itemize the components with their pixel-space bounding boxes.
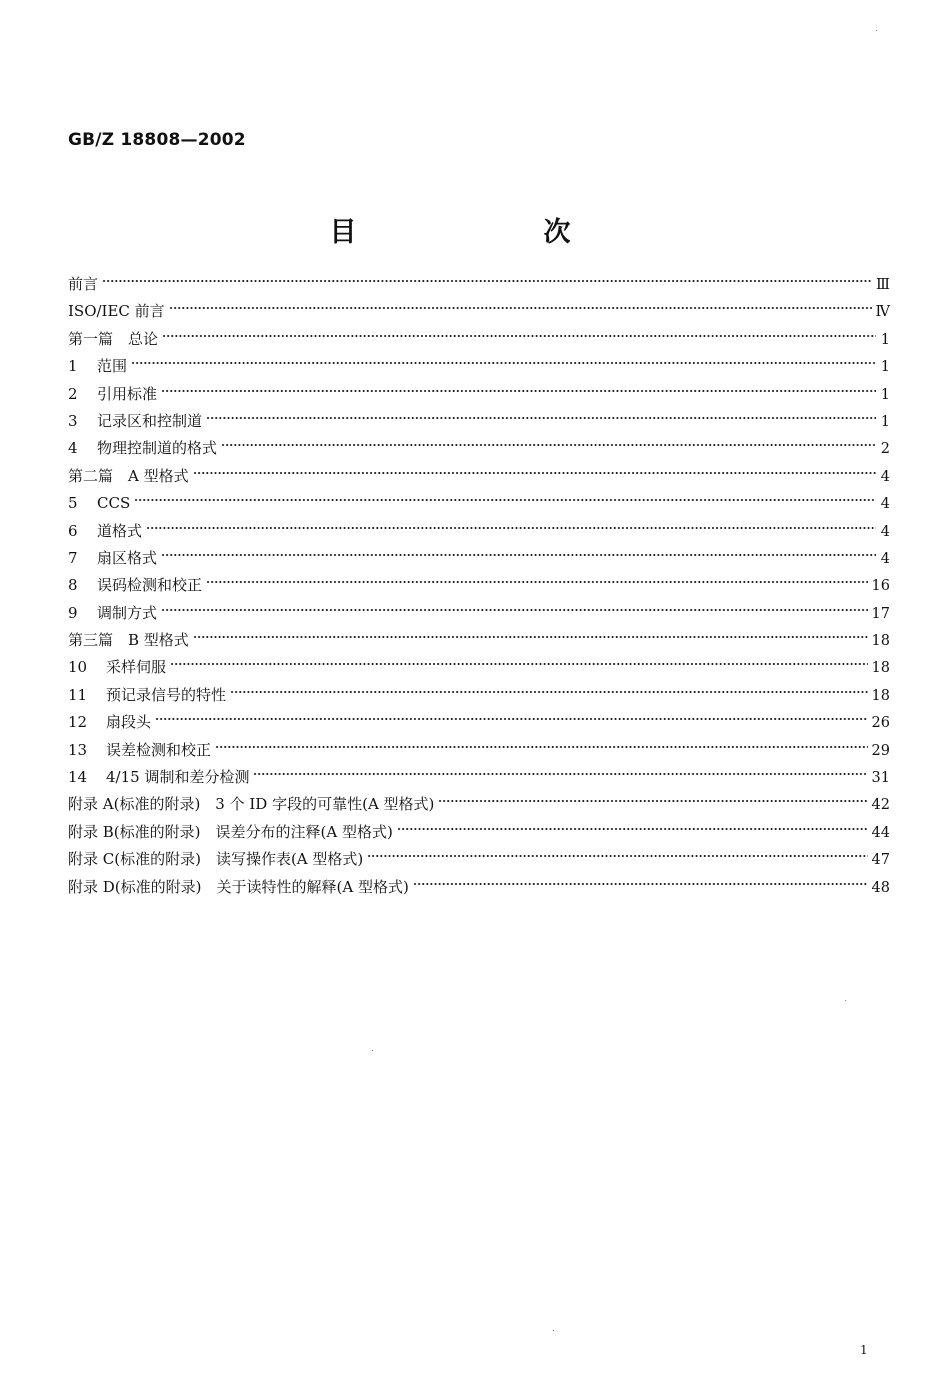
toc-entry: [68, 381, 890, 408]
toc-entry: [68, 791, 890, 818]
toc-entry-label: 预记录信号的特性: [106, 685, 227, 704]
toc-entry-page: 1: [880, 413, 890, 430]
toc-entry-label: 道格式: [97, 521, 143, 540]
toc-entry-page: 4: [880, 550, 890, 567]
toc-entry-number: 11: [68, 685, 88, 704]
toc-entry-number: 12: [68, 713, 88, 732]
toc-entry-label: 附录 C(标准的附录) 读写操作表(A 型格式): [68, 850, 364, 869]
toc-entry: [68, 572, 890, 599]
toc-entry-page: 1: [880, 359, 890, 376]
toc-entry-label: 第三篇 B 型格式: [68, 631, 189, 650]
toc-entry-label: CCS: [97, 494, 131, 513]
toc-entry-label: 扇区格式: [97, 548, 158, 567]
toc-entry-page: 44: [871, 824, 890, 841]
toc-entry: [68, 627, 890, 654]
toc-entry: [68, 874, 890, 901]
toc-entry-page: 18: [871, 633, 890, 650]
toc-entry-page: 16: [871, 578, 890, 595]
toc-entry-label: 误差检测和校正: [106, 740, 212, 759]
toc-leader-dots: [131, 358, 876, 368]
toc-entry-page: 17: [871, 605, 890, 622]
toc-entry-page: 2: [880, 441, 890, 458]
toc-entry-page: 18: [871, 660, 890, 677]
toc-entry-label: 范围: [97, 357, 128, 376]
toc-entry-number: 7: [68, 548, 78, 567]
toc-entry-page: 4: [880, 523, 890, 540]
toc-entry-number: 10: [68, 658, 88, 677]
toc-entry: [68, 819, 890, 846]
toc-entry-label: ISO/IEC 前言: [68, 302, 165, 321]
toc-entry-number: 5: [68, 494, 78, 513]
toc-entry-page: 4: [880, 468, 890, 485]
toc-leader-dots: [221, 440, 876, 450]
toc-leader-dots: [162, 331, 876, 341]
toc-entry: [68, 654, 890, 681]
toc-entry-label: 扇段头: [106, 713, 152, 732]
scan-speck: [372, 1050, 373, 1051]
toc-leader-dots: [155, 714, 868, 724]
toc-entry-label: 记录区和控制道: [97, 411, 203, 430]
toc-entry-number: 13: [68, 740, 88, 759]
toc-entry-page: 1: [880, 331, 890, 348]
toc-leader-dots: [161, 605, 868, 615]
toc-leader-dots: [102, 276, 872, 286]
toc-entry-page: Ⅳ: [875, 304, 890, 321]
toc-entry-number: 4: [68, 439, 78, 458]
toc-leader-dots: [367, 851, 867, 861]
toc-entry-number: 6: [68, 521, 78, 540]
toc-leader-dots: [413, 879, 868, 889]
toc-leader-dots: [193, 632, 868, 642]
toc-entry: [68, 271, 890, 298]
toc-leader-dots: [230, 687, 868, 697]
toc-entry: [68, 764, 890, 791]
scan-speck: [845, 1000, 846, 1001]
toc-entry: [68, 353, 890, 380]
toc-entry-label: 采样伺服: [106, 658, 167, 677]
toc-entry: [68, 298, 890, 325]
toc-entry-number: 14: [68, 768, 88, 787]
toc-entry: [68, 490, 890, 517]
toc-entry-page: 48: [871, 879, 890, 896]
toc-entry-label: 物理控制道的格式: [97, 439, 218, 458]
toc-entry: [68, 326, 890, 353]
toc-entry-label: 第一篇 总论: [68, 329, 159, 348]
toc-entry-page: 18: [871, 687, 890, 704]
toc-leader-dots: [169, 303, 872, 313]
toc-entry-page: 31: [871, 770, 890, 787]
toc-entry-page: 1: [880, 386, 890, 403]
toc-leader-dots: [397, 824, 868, 834]
toc-entry-number: 8: [68, 576, 78, 595]
toc-entry-label: 前言: [68, 275, 99, 293]
toc-leader-dots: [146, 523, 876, 533]
toc-entry: [68, 545, 890, 572]
scan-speck: [553, 1330, 554, 1331]
toc-entry-label: 第二篇 A 型格式: [68, 466, 189, 485]
toc-entry-label: 附录 D(标准的附录) 关于读特性的解释(A 型格式): [68, 877, 409, 896]
toc-leader-dots: [206, 577, 868, 587]
toc-entry: [68, 709, 890, 736]
toc-leader-dots: [206, 413, 876, 423]
toc-entry-page: 47: [871, 852, 890, 869]
toc-entry: [68, 463, 890, 490]
toc-entry-label: 4/15 调制和差分检测: [106, 768, 250, 787]
toc-entry: [68, 600, 890, 627]
page-title: 目 次: [329, 217, 651, 248]
toc-entry: [68, 682, 890, 709]
toc-leader-dots: [438, 796, 867, 806]
toc-leader-dots: [134, 495, 876, 505]
toc-entry-page: 26: [871, 715, 890, 732]
toc-entry-label: 附录 B(标准的附录) 误差分布的注释(A 型格式): [68, 822, 393, 841]
toc-entry: [68, 408, 890, 435]
toc-leader-dots: [253, 769, 867, 779]
toc-entry-page: 4: [880, 496, 890, 513]
page-number: 1: [860, 1343, 868, 1357]
toc-leader-dots: [170, 659, 868, 669]
toc-entry: [68, 518, 890, 545]
toc-leader-dots: [161, 550, 876, 560]
toc-leader-dots: [161, 386, 876, 396]
toc-entry: [68, 737, 890, 764]
toc-entry-number: 9: [68, 603, 78, 622]
toc-entry-page: 29: [871, 742, 890, 759]
toc-leader-dots: [215, 742, 868, 752]
table-of-contents: [68, 271, 890, 901]
toc-entry-number: 3: [68, 411, 78, 430]
toc-entry-label: 附录 A(标准的附录) 3 个 ID 字段的可靠性(A 型格式): [68, 795, 435, 814]
toc-entry: [68, 435, 890, 462]
toc-entry-number: 2: [68, 384, 78, 403]
toc-entry-label: 引用标准: [97, 384, 158, 403]
toc-entry: [68, 846, 890, 873]
toc-entry-number: 1: [68, 357, 78, 376]
toc-leader-dots: [193, 468, 876, 478]
scan-speck: [876, 30, 877, 31]
standard-code: GB/Z 18808—2002: [68, 130, 246, 150]
toc-entry-label: 调制方式: [97, 603, 158, 622]
toc-entry-page: Ⅲ: [876, 277, 890, 293]
toc-entry-label: 误码检测和校正: [97, 576, 203, 595]
toc-entry-page: 42: [871, 797, 890, 814]
